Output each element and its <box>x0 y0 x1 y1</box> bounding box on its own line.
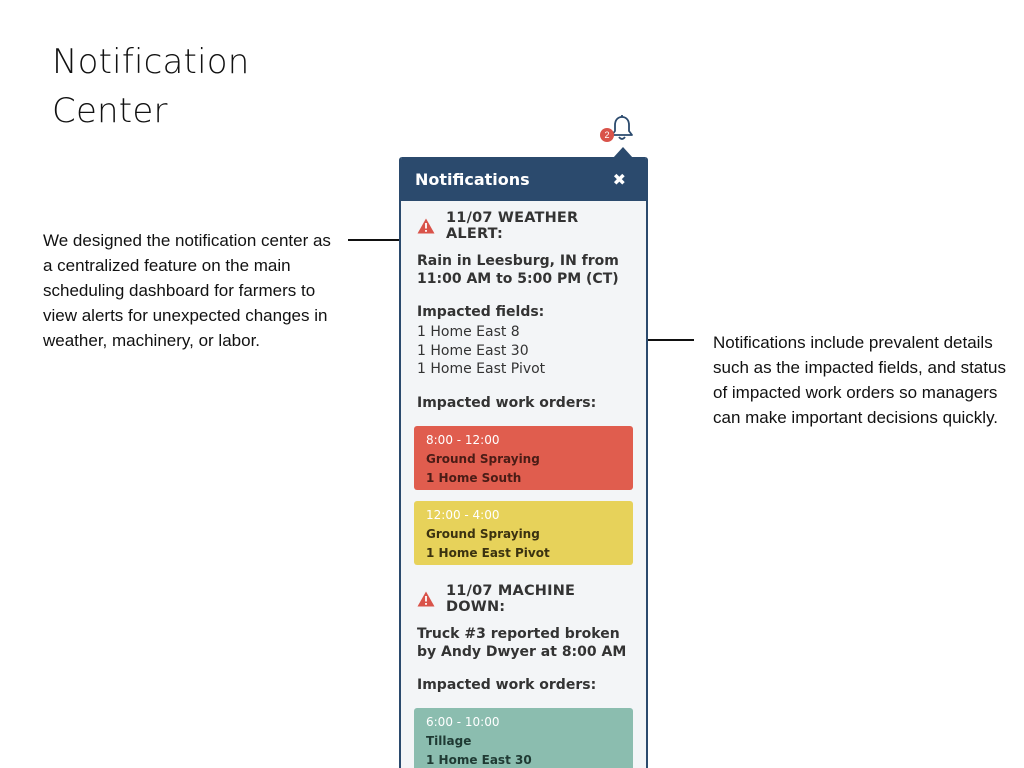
warning-icon <box>417 591 435 607</box>
impacted-work-orders-label: Impacted work orders: <box>417 394 597 411</box>
work-order-field: 1 Home East Pivot <box>426 545 550 560</box>
impacted-field: 1 Home East Pivot <box>417 361 546 377</box>
impacted-field: 1 Home East 8 <box>417 324 520 340</box>
impacted-field: 1 Home East 30 <box>417 342 529 359</box>
work-order-card[interactable] <box>414 708 633 768</box>
alert-description <box>417 252 633 288</box>
work-order-field: 1 Home East 30 <box>426 752 532 767</box>
impacted-work-orders-label: Impacted work orders: <box>417 676 597 693</box>
panel-body <box>401 201 646 768</box>
panel-header <box>401 157 646 201</box>
page-title-line-2: Center <box>52 91 168 131</box>
work-order-time: 8:00 - 12:00 <box>426 432 500 447</box>
notification-item <box>417 210 633 565</box>
alert-heading-text: 11/07 MACHINE DOWN: <box>446 582 576 615</box>
annotation-left: We designed the notification center as a centralized feature on the main scheduling dashboard for farmers to view alerts for unexpected changes in weather, machinery, or labor. <box>43 231 331 350</box>
notification-count-badge: 2 <box>600 128 614 142</box>
impacted-fields-label: Impacted fields: <box>417 304 545 320</box>
work-order-field: 1 Home South <box>426 470 522 485</box>
annotation-right: Notifications include prevalent details such as the impacted fields, and status of impacted work orders so managers can make important decisions quickly. <box>713 333 1006 427</box>
work-order-card[interactable] <box>414 501 633 565</box>
alert-heading <box>417 210 633 242</box>
page-title <box>52 38 312 136</box>
work-order-card[interactable] <box>414 426 633 490</box>
alert-description-line: Truck #3 reported broken <box>417 625 620 642</box>
alert-description-line: 11:00 AM to 5:00 PM (CT) <box>417 271 619 287</box>
close-button[interactable]: ✖ <box>612 169 626 189</box>
work-order-time: 12:00 - 4:00 <box>426 507 500 522</box>
panel-title: Notifications <box>415 169 530 189</box>
work-order-task: Ground Spraying <box>426 526 540 541</box>
warning-icon <box>417 218 435 234</box>
notification-panel <box>399 157 648 768</box>
alert-heading-text: 11/07 WEATHER ALERT: <box>446 210 579 242</box>
alert-heading <box>417 582 633 615</box>
work-order-time: 6:00 - 10:00 <box>426 714 500 729</box>
alert-description-line: by Andy Dwyer at 8:00 AM <box>417 643 627 660</box>
page-title-line-1: Notification <box>52 42 250 82</box>
work-order-task: Ground Spraying <box>426 451 540 466</box>
notification-item <box>417 582 633 768</box>
work-order-task: Tillage <box>426 733 472 748</box>
alert-description-line: Rain in Leesburg, IN from <box>417 253 619 269</box>
alert-description <box>417 625 633 661</box>
impacted-fields-list <box>417 323 633 379</box>
